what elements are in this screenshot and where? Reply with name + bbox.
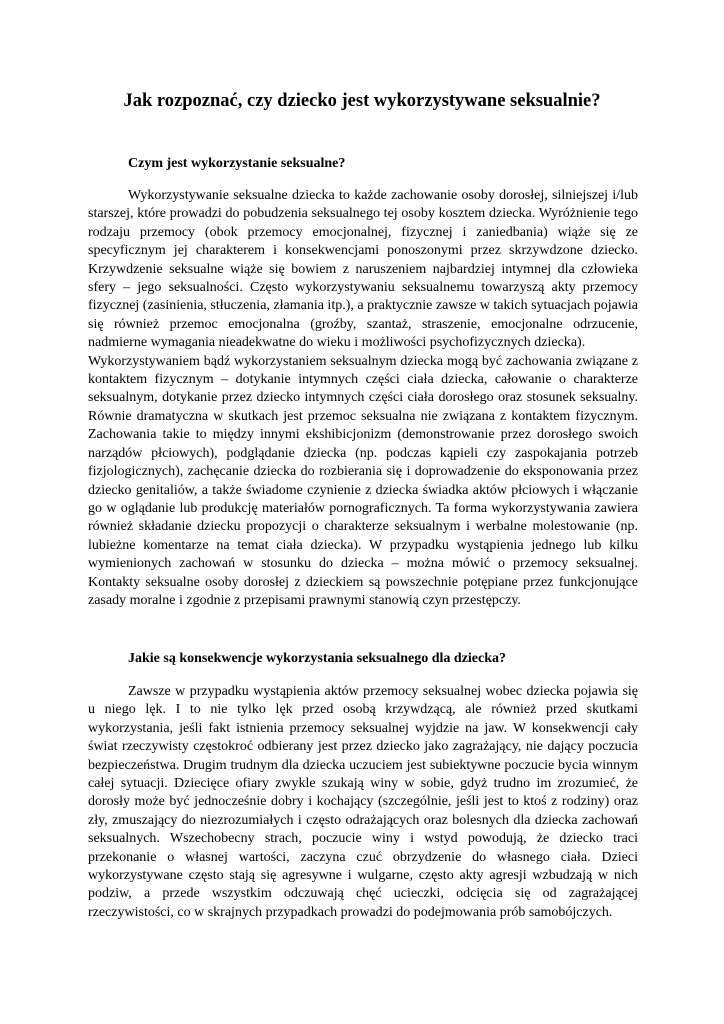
paragraph: Wykorzystywanie seksualne dziecka to każde zachowanie osoby dorosłej, silniejszej i/lub starszej, które prowadzi do pobudzenia seksualnego tej osoby kosztem dziecka. Wyróżnienie tego rodzaju przemocy (obok przemocy emocjonalnej, fizycznej i zaniedbania) wiąże się ze specyficznym jej charakterem i konsekwencjami ponoszonymi przez skrzywdzone dziecko. Krzywdzenie seksualne wiąże się bowiem z naruszeniem najbardziej intymnej dla człowieka sfery – jego seksualności. Często wykorzystywaniu seksualnemu towarzyszą akty przemocy fizycznej (zasinienia, stłuczenia, złamania itp.), a praktycznie zawsze w takich sytuacjach pojawia się również przemoc emocjonalna (groźby, szantaż, straszenie, emocjonalne odrzucenie, nadmierne wymagania nieadekwatne do wieku i możliwości psychofizycznych dziecka). — [88, 188, 639, 351]
section-body-consequences — [88, 683, 638, 922]
document-title: Jak rozpoznać, czy dziecko jest wykorzystywane seksualnie? — [123, 91, 601, 111]
section-heading-what-is: Czym jest wykorzystanie seksualne? — [128, 156, 346, 171]
paragraph: Zawsze w przypadku wystąpienia aktów przemocy seksualnej wobec dziecka pojawia się u niego lęk. I to nie tylko lęk przed osobą krzywdzącą, ale również przed skutkami wykorzystania, jeśli fakt istnienia przemocy seksualnej wyjdzie na jaw. W konsekwencji cały świat rzeczywisty częstokroć odbierany jest przez dziecko jako zagrażający, nie dający poczucia bezpieczeństwa. Drugim trudnym dla dziecka uczuciem jest subiektywne poczucie bycia winnym całej sytuacji. Dziecięce ofiary zwykle szukają winy w sobie, gdyż trudno im zrozumieć, że dorosły może być jednocześnie dobry i kochający (szczególnie, jeśli jest to ktoś z rodziny) oraz zły, zmuszający do niezrozumiałych i często odrażających oraz bolesnych dla dziecka zachowań seksualnych. Wszechobecny strach, poczucie winy i wstyd powodują, że dziecko traci przekonanie o własnej wartości, zaczyna czuć obrzydzenie do własnego ciała. Dzieci wykorzystywane często stają się agresywne i wulgarne, często akty agresji wzbudzają w nich podziw, a przede wszystkim odczuwają chęć ucieczki, odcięcia się od zagrażającej rzeczywistości, co w skrajnych przypadkach prowadzi do podejmowania prób samobójczych. — [88, 684, 638, 920]
section-body-what-is — [88, 187, 638, 610]
paragraph: Wykorzystywaniem bądź wykorzystaniem seksualnym dziecka mogą być zachowania związane z kontaktem fizycznym – dotykanie intymnych części ciała dziecka, całowanie o charakterze seksualnym, dotykanie przez dziecko intymnych części ciała dorosłego oraz stosunek seksualny. Równie dramatyczna w skutkach jest przemoc seksualna nie związana z kontaktem fizycznym. Zachowania takie to między innymi ekshibicjonizm (demonstrowanie przez dorosłego swoich narządów płciowych), podglądanie dziecka (np. podczas kąpieli czy zaspokajania potrzeb fizjologicznych), zachęcanie dziecka do rozbierania się i doprowadzenie do eksponowania przez dziecko genitaliów, a także świadome czynienie z dziecka świadka aktów płciowych i włączanie go w oglądanie lub produkcję materiałów pornograficznych. Ta forma wykorzystywania zawiera również składanie dziecku propozycji o charakterze seksualnym i werbalne molestowanie (np. lubieżne komentarze na temat ciała dziecka). W przypadku wystąpienia jednego lub kilku wymienionych zachowań w stosunku do dziecka – można mówić o przemocy seksualnej. Kontakty seksualne osoby dorosłej z dzieckiem są powszechnie potępiane przez funkcjonujące zasady moralne i zgodnie z przepisami prawnymi stanowią czyn przestępczy. — [88, 353, 638, 608]
section-heading-consequences: Jakie są konsekwencje wykorzystania seksualnego dla dziecka? — [128, 651, 507, 666]
